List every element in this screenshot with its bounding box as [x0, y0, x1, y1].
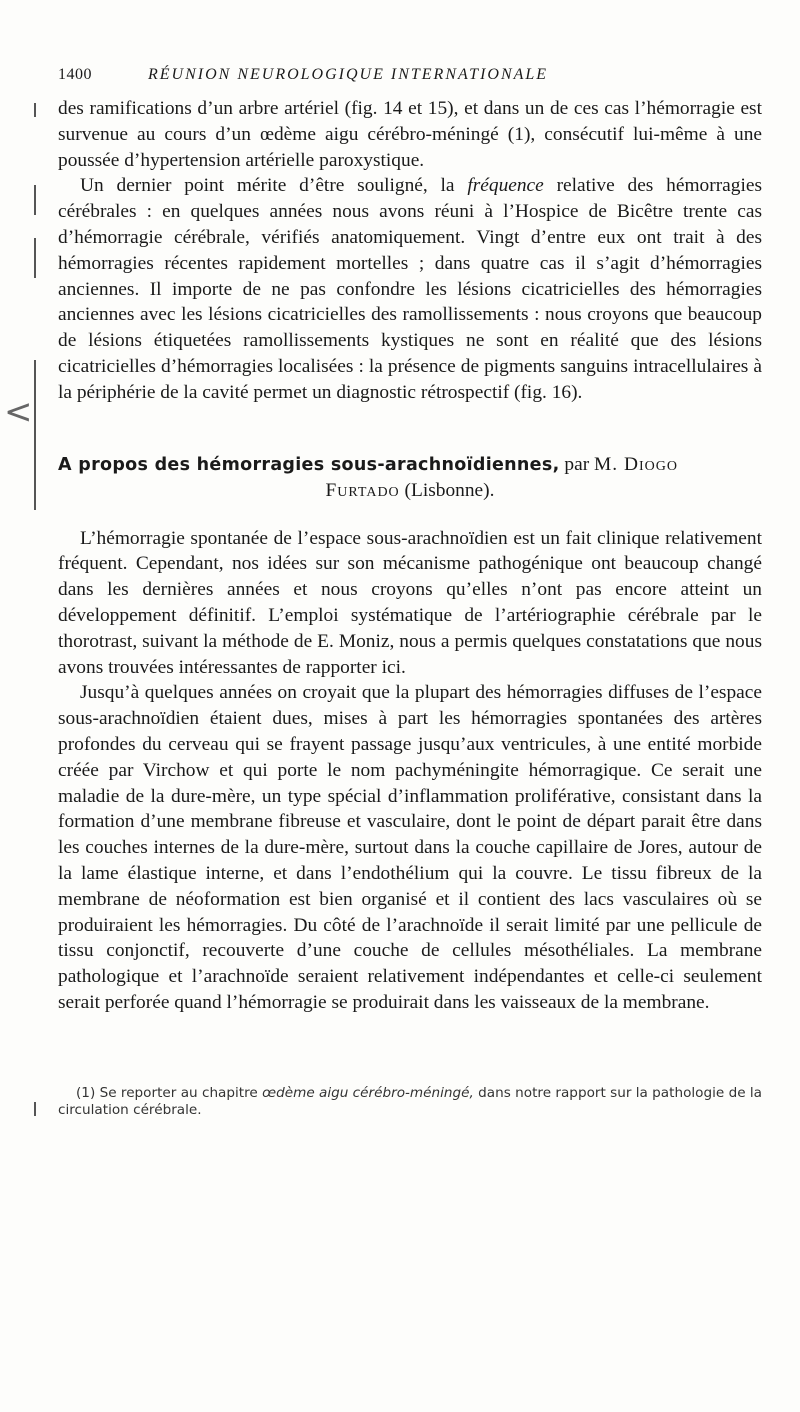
section-title-bold: A propos des hémorragies sous-arachnoïdiennes,: [58, 454, 560, 475]
paragraph-frequency-start: Un dernier point mérite d’être souligné, la: [80, 175, 468, 197]
footnote: [58, 1085, 762, 1119]
page-header: [58, 66, 762, 84]
paragraph-intro-hemorrhage: L’hémorragie spontanée de l’espace sous-arachnoïdien est un fait clinique relativement fréquent. Cependant, nos idées sur son mécanisme pathogénique ont beaucoup changé dans les dernières années et nous croyons qu’elles n’ont pas encore atteint un développement définitif. L’emploi systématique de l’artériographie cérébrale par le thorotrast, suivant la méthode de E. Moniz, nous a permis quelques constatations que nous avons trouvées intéressantes de rapporter ici.: [58, 527, 762, 678]
section-title-line-1: [58, 452, 762, 478]
paragraph-frequency: [58, 173, 762, 405]
margin-line-footer: [34, 1102, 36, 1116]
margin-line-left-4: [34, 360, 36, 510]
section-title-by: par: [564, 453, 590, 475]
document-page: [58, 66, 762, 1133]
running-title: RÉUNION NEUROLOGIQUE INTERNATIONALE: [148, 66, 549, 83]
margin-line-left-3: [34, 238, 36, 278]
paragraph-frequency-rest: relative des hémorragies cérébrales : en quelques années nous avons réuni à l’Hospice de Bicêtre trente cas d’hémorragie cérébrale, vérifiés anatomiquement. Vingt d’entre eux ont trait à des hémorragies récentes rapidement mortelles ; dans quatre cas il s’agit d’hémorragies anciennes. Il importe de ne pas confondre les lésions cicatricielles des hémorragies anciennes avec les lésions cicatricielles des ramollissements : nous croyons que beaucoup de lésions étiquetées ramollissements kystiques ne sont en réalité que des lésions cicatricielles d’hémorragies localisées : la présence de pigments sanguins intracellulaires à la périphérie de la cavité permet un diagnostic rétrospectif (fig. 16).: [58, 175, 762, 403]
footnote-start: (1) Se reporter au chapitre: [76, 1085, 263, 1102]
paragraph-pachymeningitis: Jusqu’à quelques années on croyait que la plupart des hémorragies diffuses de l’espace sous-arachnoïdien étaient dues, mises à part les hémorragies spontanées des artères profondes du cerveau qui se frayent passage jusqu’aux ventricules, à une entité morbide créée par Virchow et qui porte le nom pachyméningite hémorragique. Ce serait une maladie de la dure-mère, un type spécial d’inflammation proliférative, consistant dans la formation d’une membrane fibreuse et vasculaire, dont le point de départ parait être dans les couches internes de la dure-mère, surtout dans la couche capillaire de Jores, autour de la lame élastique interne, et dans l’endothélium qui la couvre. Le tissu fibreux de la membrane de néoformation est bien organisé et il contient des lacs vasculaires où se produiraient les hémorragies. Du côté de l’arachnoïde il serait limité par une pellicule de tissu conjonctif, recouverte d’une couche de cellules mésothéliales. La membrane pathologique et l’arachnoïde seraient relativement indépendantes et celle-ci seulement serait perforée quand l’hémorragie se produirait dans les vaisseaux de la membrane.: [58, 682, 762, 1013]
margin-chevron-mark: <: [4, 392, 33, 432]
margin-line-left-2: [34, 185, 36, 215]
author-place: (Lisbonne).: [404, 479, 495, 501]
author-last-name: Furtado: [325, 479, 400, 501]
page-number: 1400: [58, 66, 92, 83]
footnote-spacer: [58, 1016, 762, 1072]
footnote-emphasis: œdème aigu cérébro-méningé,: [262, 1085, 474, 1102]
section-title: [58, 452, 762, 504]
footnote-end: dans notre rapport sur la pathologie de la circulation cérébrale.: [58, 1085, 763, 1119]
emphasis-frequence: fréquence: [467, 175, 544, 197]
margin-line-left-1: [34, 103, 36, 117]
paragraph-continuation: des ramifications d’un arbre artériel (fig. 14 et 15), et dans un de ces cas l’hémorragie est survenue au cours d’un œdème aigu cérébro-méningé (1), consécutif lui-même à une poussée d’hypertension artérielle paroxystique.: [58, 98, 762, 171]
section-title-line-2: [58, 478, 762, 504]
author-first-name: M. Diogo: [594, 453, 678, 475]
